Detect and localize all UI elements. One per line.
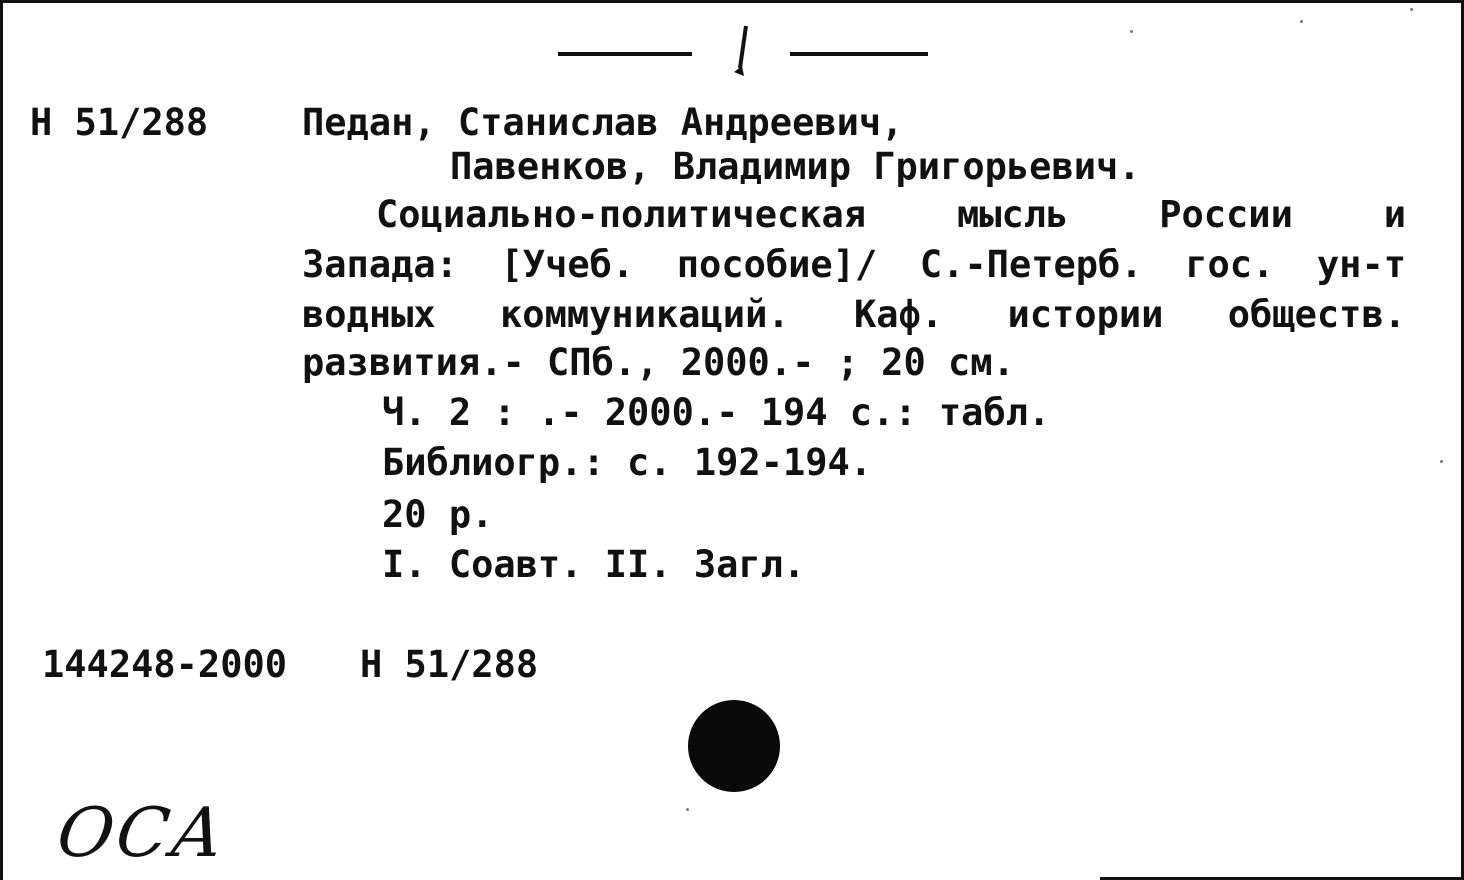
punch-hole: [688, 700, 780, 792]
card-header-rule-right: [790, 52, 928, 56]
title-line: водных коммуникаций. Каф. истории обществ.: [302, 293, 1406, 336]
bibliography-note: Библиогр.: с. 192-194.: [382, 441, 873, 484]
title-line: Социально-политическая мысль России и: [376, 193, 1406, 236]
speck: [1130, 30, 1133, 33]
part-description: Ч. 2 : .- 2000.- 194 с.: табл.: [382, 391, 1051, 434]
imprint-line: развития.- СПб., 2000.- ; 20 см.: [302, 341, 1015, 384]
author-primary: Педан, Станислав Андреевич,: [302, 101, 904, 144]
accession-call-number: Н 51/288: [360, 643, 539, 686]
card-top-border: [0, 0, 1464, 3]
speck: [686, 808, 689, 811]
tracings: I. Соавт. II. Загл.: [382, 543, 806, 586]
call-number: Н 51/288: [30, 101, 209, 144]
speck: [1300, 20, 1303, 23]
title-line: Запада: [Учеб. пособие]/ С.-Петерб. гос. ун-т: [302, 243, 1406, 286]
card-header-rule-left: [558, 52, 692, 56]
accession-number: 144248-2000: [42, 643, 288, 686]
handwritten-mark: ОСА: [52, 794, 232, 873]
speck: [1410, 8, 1413, 11]
price: 20 р.: [382, 493, 494, 536]
card-left-border: [0, 0, 3, 880]
speck: [1440, 460, 1443, 463]
author-secondary: Павенков, Владимир Григорьевич.: [450, 145, 1141, 188]
card-header-tick-mark: [726, 22, 758, 80]
